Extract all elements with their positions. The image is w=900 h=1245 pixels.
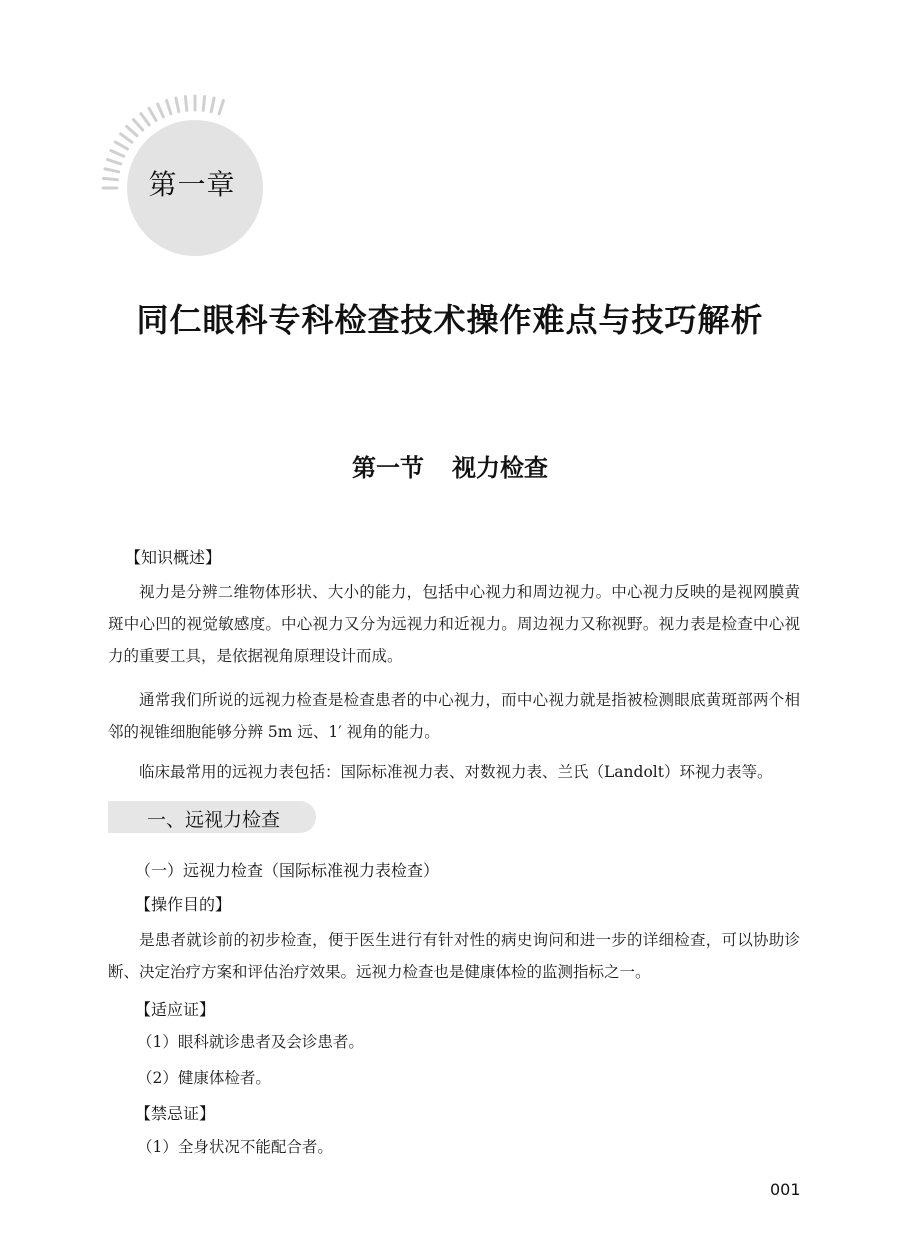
badge-ray [111,151,124,157]
purpose-heading: 【操作目的】 [135,895,232,914]
badge-ray [176,98,179,112]
badge-ray [219,101,223,114]
chapter-label: 第一章 [148,168,236,201]
badge-ray [108,160,121,164]
overview-paragraph-3: 临床最常用的远视力表包括：国际标准视力表、对数视力表、兰氏（Landolt）环视力表等。 [139,763,773,781]
badge-ray [115,142,127,149]
badge-ray [141,114,149,125]
section-title [0,448,900,483]
indications-heading: 【适应证】 [135,1000,216,1019]
badge-ray [133,120,142,130]
badge-ray [167,101,171,114]
indication-item-1: （1）眼科就诊患者及会诊患者。 [137,1033,364,1051]
contraindications-heading: 【禁忌证】 [135,1104,216,1123]
badge-ray [121,134,132,142]
purpose-text: 是患者就诊前的初步检查，便于医生进行有针对性的病史询问和进一步的详细检查，可以协助诊断、决定治疗方案和评估治疗效果。远视力检查也是健康体检的监测指标之一。 [108,931,800,981]
badge-ray [105,169,119,172]
contraindication-item-1: （1）全身状况不能配合者。 [137,1138,333,1156]
item-title: （一）远视力检查（国际标准视力表检查） [135,861,440,880]
indication-item-2: （2）健康体检者。 [137,1069,271,1087]
badge-ray [149,108,156,120]
badge-ray [203,97,204,111]
section-name: 视力检查 [452,454,548,482]
badge-ray [127,126,137,135]
section-number: 第一节 [352,454,424,482]
overview-heading: 【知识概述】 [125,548,222,567]
chapter-title: 同仁眼科专科检查技术操作难点与技巧解析 [136,301,764,339]
badge-ray [211,98,214,112]
badge-ray [185,97,186,111]
overview-paragraph-1: 视力是分辨二维物体形状、大小的能力，包括中心视力和周边视力。中心视力反映的是视网膜黄斑中心凹的视觉敏感度。中心视力又分为远视力和近视力。周边视力又称视野。视力表是检查中心视力的重要工具，是依据视角原理设计而成。 [108,583,800,665]
badge-ray [158,104,164,117]
overview-paragraph-2: 通常我们所说的远视力检查是检查患者的中心视力，而中心视力就是指被检测眼底黄斑部两个相邻的视锥细胞能够分辨 5m 远、1′ 视角的能力。 [108,691,800,741]
badge-ray [104,178,118,179]
subsection-label: 一、远视力检查 [147,809,281,831]
page-number: 001 [770,1180,801,1199]
